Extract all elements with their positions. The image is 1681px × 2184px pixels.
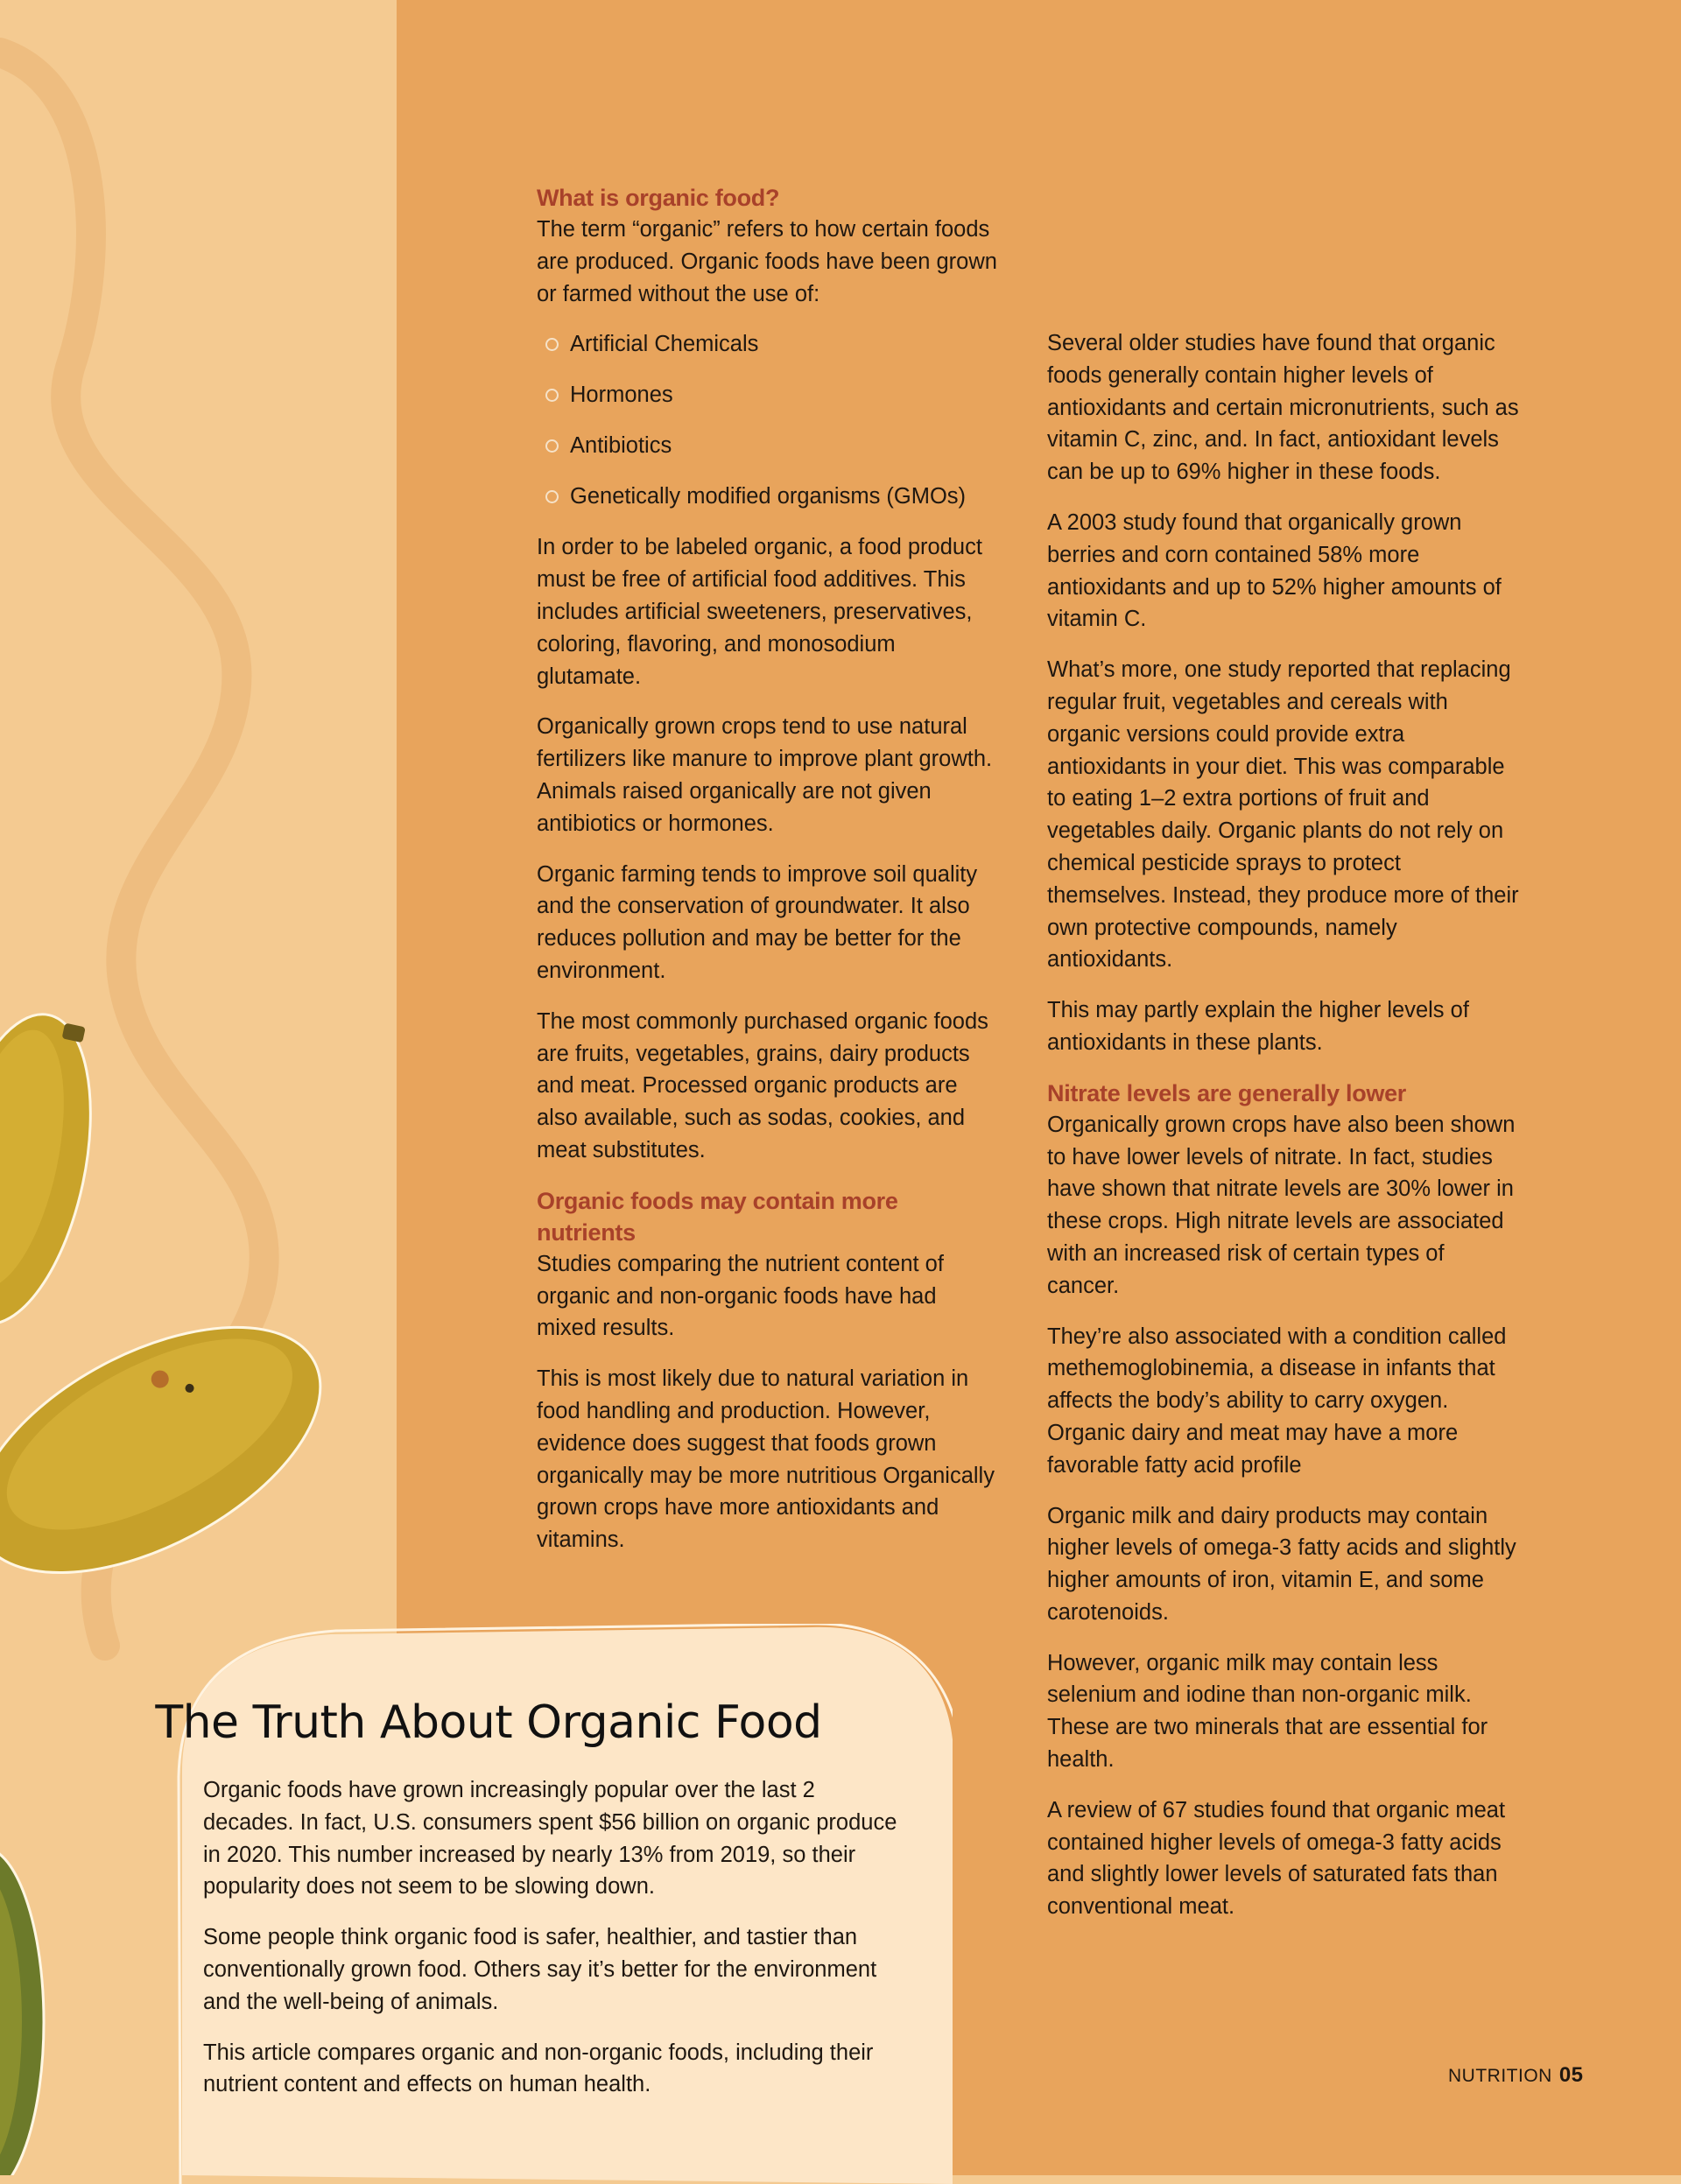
bullet-list: [537, 328, 1001, 512]
heading-more-nutrients: Organic foods may contain more nutrients: [537, 1187, 898, 1246]
paragraph: This is most likely due to natural variation in food handling and production. However, evidence does suggest that foods grown organically may be more nutritious Organically grown crops have more antioxidants and vitamins.: [537, 1366, 995, 1553]
fruit-bottom: [0, 1847, 44, 2175]
paragraph: The most commonly purchased organic foods are fruits, vegetables, grains, dairy products and meat. Processed organic products are also available, such as sodas, cookies, and meat substitutes.: [537, 1008, 988, 1162]
paragraph: Several older studies have found that organic foods generally contain higher levels of antioxidants and certain micronutrients, such as vitamin C, zinc, and. In fact, antioxidant levels can be up to 69% higher in these foods.: [1047, 331, 1519, 485]
bullet-circle-icon: [545, 338, 559, 351]
list-item-label: Genetically modified organisms (GMOs): [570, 484, 967, 509]
list-item: [537, 430, 1001, 461]
intro-paragraph: The term “organic” refers to how certain foods are produced. Organic foods have been grown or farmed without the use of:: [537, 217, 997, 306]
list-item: [537, 481, 1001, 512]
paragraph: Organic farming tends to improve soil quality and the conservation of groundwater. It also reduces pollution and may be better for the environment.: [537, 861, 978, 983]
bullet-circle-icon: [545, 439, 559, 453]
heading-nitrate-levels: Nitrate levels are generally lower: [1047, 1079, 1407, 1106]
paragraph: They’re also associated with a condition called methemoglobinemia, a disease in infants that affects the body’s ability to carry oxygen. Organic dairy and meat may have a more favorable fatty acid profile: [1047, 1324, 1507, 1478]
paragraph: Organic foods have grown increasingly popular over the last 2 decades. In fact, U.S. consumers spent $56 billion on organic produce in 2020. This number increased by nearly 13% from 2019, so their popularity does not seem to be slowing down.: [203, 1778, 897, 1900]
paragraph: However, organic milk may contain less selenium and iodine than non-organic milk. These are two minerals that are essential for health.: [1047, 1650, 1488, 1773]
paragraph: In order to be labeled organic, a food product must be free of artificial food additives. This includes artificial sweeteners, preservatives, coloring, flavoring, and monosodium glutamate.: [537, 535, 982, 689]
paragraph: A review of 67 studies found that organic meat contained higher levels of omega-3 fatty acids and slightly lower levels of saturated fats than conventional meat.: [1047, 1797, 1506, 1920]
paragraph: What’s more, one study reported that replacing regular fruit, vegetables and cereals with organic versions could provide extra antioxidants in your diet. This was comparable to eating 1–2 extra portions of fruit and vegetables daily. Organic plants do not rely on chemical pesticide sprays to protect themselves. Instead, they produce more of their own protective compounds, namely antioxidants.: [1047, 657, 1519, 973]
list-item-label: Hormones: [570, 383, 673, 408]
left-text-column: [537, 182, 1001, 1575]
paragraph: Organically grown crops have also been shown to have lower levels of nitrate. In fact, studies have shown that nitrate levels are 30% lower in these crops. High nitrate levels are associated with an increased risk of certain types of cancer.: [1047, 1112, 1516, 1298]
bullet-circle-icon: [545, 389, 559, 402]
paragraph: Organic milk and dairy products may contain higher levels of omega-3 fatty acids and slightly higher amounts of iron, vitamin E, and some carotenoids.: [1047, 1503, 1516, 1625]
paragraph: This may partly explain the higher levels of antioxidants in these plants.: [1047, 998, 1469, 1055]
paragraph: Some people think organic food is safer, healthier, and tastier than conventionally grown food. Others say it’s better for the environment and the well-being of animals.: [203, 1925, 877, 2014]
heading-what-is-organic: What is organic food?: [537, 185, 780, 211]
list-item-label: Artificial Chemicals: [570, 332, 759, 357]
banana-middle: [0, 1276, 360, 1623]
paragraph: This article compares organic and non-organic foods, including their nutrient content and effects on human health.: [203, 2040, 874, 2097]
list-item: [537, 379, 1001, 411]
page-footer: [1448, 2063, 1584, 2088]
card-body: [203, 1774, 904, 2119]
list-item: [537, 328, 1001, 360]
right-text-column: [1047, 327, 1520, 1942]
paragraph: Organically grown crops tend to use natural fertilizers like manure to improve plant growth. Animals raised organically are not given antibiotics or hormones.: [537, 714, 993, 836]
page-number: 05: [1558, 2063, 1584, 2087]
intro-card: [130, 1624, 953, 2184]
paragraph: Studies comparing the nutrient content of organic and non-organic foods have had mixed results.: [537, 1251, 944, 1341]
paragraph: A 2003 study found that organically grown berries and corn contained 58% more antioxidants and up to 52% higher amounts of vitamin C.: [1047, 509, 1502, 632]
section-label: NUTRITION: [1448, 2066, 1552, 2086]
banana-top: [0, 1001, 116, 1338]
list-item-label: Antibiotics: [570, 433, 672, 459]
page-title: The Truth About Organic Food: [155, 1696, 822, 1749]
bullet-circle-icon: [545, 490, 559, 503]
